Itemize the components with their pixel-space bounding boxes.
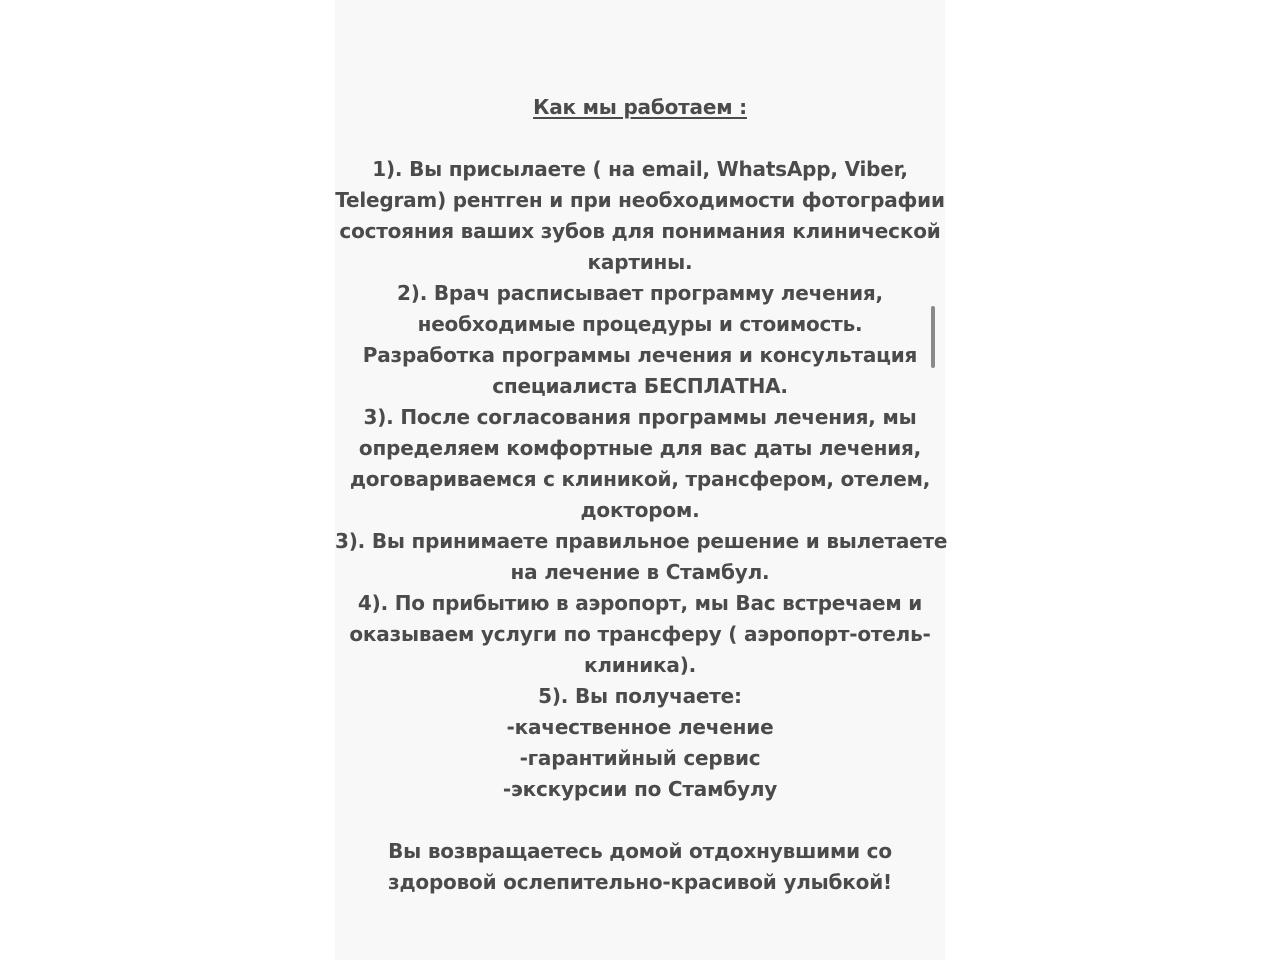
- step-3-line: договариваемся с клиникой, трансфером, отелем,: [349, 467, 931, 491]
- step-2-line: специалиста БЕСПЛАТНА.: [492, 374, 788, 398]
- page-title: Как мы работаем :: [533, 95, 747, 119]
- step-3-line: 3). После согласования программы лечения, мы: [363, 405, 917, 429]
- step-4-line: клиника).: [583, 653, 697, 677]
- step-3b-line: на лечение в Стамбул.: [510, 560, 770, 584]
- step-2-line: 2). Врач расписывает программу лечения,: [397, 281, 883, 305]
- step-1-line: 1). Вы присылаете ( на email, WhatsApp, Viber,: [372, 157, 908, 181]
- step-1: [335, 154, 945, 278]
- closing-text: [335, 836, 945, 898]
- step-1-line: состояния ваших зубов для понимания клинической: [339, 219, 941, 243]
- step-4: [335, 588, 945, 681]
- step-1-line: Telegram) рентген и при необходимости фотографии: [335, 188, 945, 212]
- step-3-line: определяем комфортные для вас даты лечения,: [358, 436, 922, 460]
- step-2-line: необходимые процедуры и стоимость.: [417, 312, 863, 336]
- step-4-line: оказываем услуги по трансферу ( аэропорт-отель-: [349, 622, 931, 646]
- benefit-item: -гарантийный сервис: [519, 746, 761, 770]
- step-5: [335, 681, 945, 805]
- step-2: [335, 278, 945, 402]
- benefit-item: -качественное лечение: [506, 715, 774, 739]
- step-3: [335, 402, 945, 526]
- closing-line: здоровой ослепительно-красивой улыбкой!: [388, 870, 892, 894]
- step-3-line: доктором.: [580, 498, 700, 522]
- step-3b-line: 3). Вы принимаете правильное решение и вылетаете: [335, 529, 948, 553]
- step-1-line: картины.: [587, 250, 693, 274]
- content-panel: [335, 0, 948, 960]
- how-we-work-text: [335, 92, 948, 898]
- step-4-line: 4). По прибытию в аэропорт, мы Вас встречаем и: [357, 591, 923, 615]
- closing-line: Вы возвращаетесь домой отдохнувшими со: [388, 839, 892, 863]
- step-3b: [335, 526, 948, 588]
- benefit-item: -экскурсии по Стамбулу: [502, 777, 778, 801]
- step-2-line: Разработка программы лечения и консультация: [362, 343, 918, 367]
- step-5-line: 5). Вы получаете:: [538, 684, 742, 708]
- scrollbar-thumb[interactable]: [931, 306, 935, 368]
- spacer: [335, 805, 945, 836]
